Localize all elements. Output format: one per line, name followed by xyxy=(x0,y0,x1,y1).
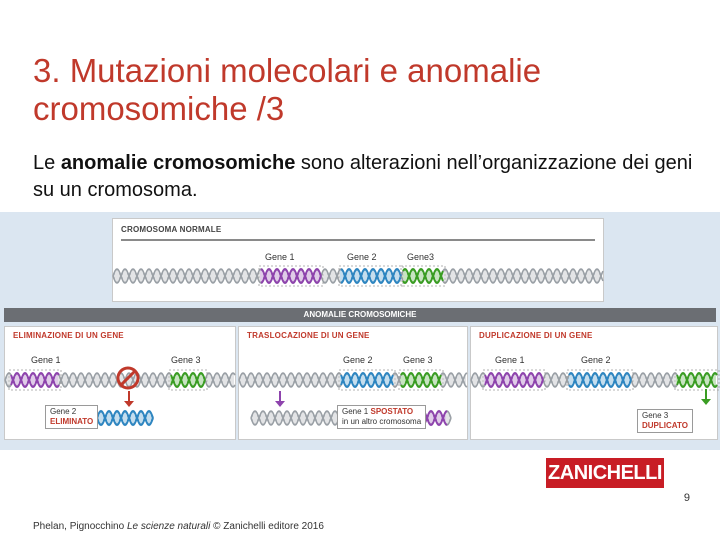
page-number: 9 xyxy=(683,492,690,504)
moved-gene-line xyxy=(342,407,421,417)
deletion-gene1-label: Gene 1 xyxy=(31,355,61,365)
footer-publisher: © Zanichelli editore 2016 xyxy=(210,521,324,532)
intro-bold-term: anomalie cromosomiche xyxy=(60,152,296,174)
anomalies-heading-bar: ANOMALIE CROMOSOMICHE xyxy=(4,308,716,322)
duplication-heading: DUPLICAZIONE DI UN GENE xyxy=(479,331,593,340)
duplication-gene2-label: Gene 2 xyxy=(581,355,611,365)
duplication-dna-strand xyxy=(471,369,717,391)
translocation-gene2-label: Gene 2 xyxy=(343,355,373,365)
slide-intro xyxy=(33,150,693,204)
normal-chromosome-panel xyxy=(112,218,604,302)
intro-text-end: sono alterazioni nell’organizzazione dei geni su un cromosoma. xyxy=(33,152,693,201)
translocation-panel xyxy=(238,326,468,440)
duplication-panel xyxy=(470,326,718,440)
duplicated-gene-label xyxy=(637,409,693,433)
slide-title: 3. Mutazioni molecolari e anomalie cromosomiche /3 xyxy=(33,52,542,127)
translocation-dna-strand xyxy=(239,369,467,391)
removed-gene-status: ELIMINATO xyxy=(50,417,94,426)
no-entry-icon xyxy=(115,365,141,391)
heading-rule xyxy=(121,239,595,241)
normal-gene1-label: Gene 1 xyxy=(265,252,295,262)
duplication-arrow-icon xyxy=(701,389,711,405)
deletion-panel xyxy=(4,326,236,440)
duplication-gene1-label: Gene 1 xyxy=(495,355,525,365)
footer-book-title: Le scienze naturali xyxy=(126,521,211,532)
translocation-arrow-icon xyxy=(275,391,285,407)
deletion-heading: ELIMINAZIONE DI UN GENE xyxy=(13,331,124,340)
normal-panel-heading: CROMOSOMA NORMALE xyxy=(121,225,222,234)
deletion-arrow-icon xyxy=(124,391,134,407)
normal-gene2-label: Gene 2 xyxy=(347,252,377,262)
moved-gene-status: SPOSTATO xyxy=(370,407,414,416)
duplicated-gene-status: DUPLICATO xyxy=(642,421,688,430)
translocation-heading: TRASLOCAZIONE DI UN GENE xyxy=(247,331,370,340)
deletion-gene3-label: Gene 3 xyxy=(171,355,201,365)
footer-credit xyxy=(33,521,324,532)
intro-text-start: Le xyxy=(33,152,61,174)
moved-gene-note: in un altro cromosoma xyxy=(342,417,422,426)
translocation-gene3-label: Gene 3 xyxy=(403,355,433,365)
removed-gene-label xyxy=(45,405,98,429)
removed-gene-name: Gene 2 xyxy=(50,407,77,416)
duplicated-gene-name: Gene 3 xyxy=(642,411,669,420)
normal-gene3-label: Gene3 xyxy=(407,252,435,262)
moved-gene-name: Gene 1 xyxy=(342,407,369,416)
moved-gene-label xyxy=(337,405,426,429)
removed-gene2-strand xyxy=(97,407,153,429)
publisher-logo: ZANICHELLI xyxy=(546,458,664,488)
footer-authors: Phelan, Pignocchino xyxy=(33,521,127,532)
normal-dna-strand xyxy=(113,265,603,287)
chromosome-figure xyxy=(0,212,720,450)
